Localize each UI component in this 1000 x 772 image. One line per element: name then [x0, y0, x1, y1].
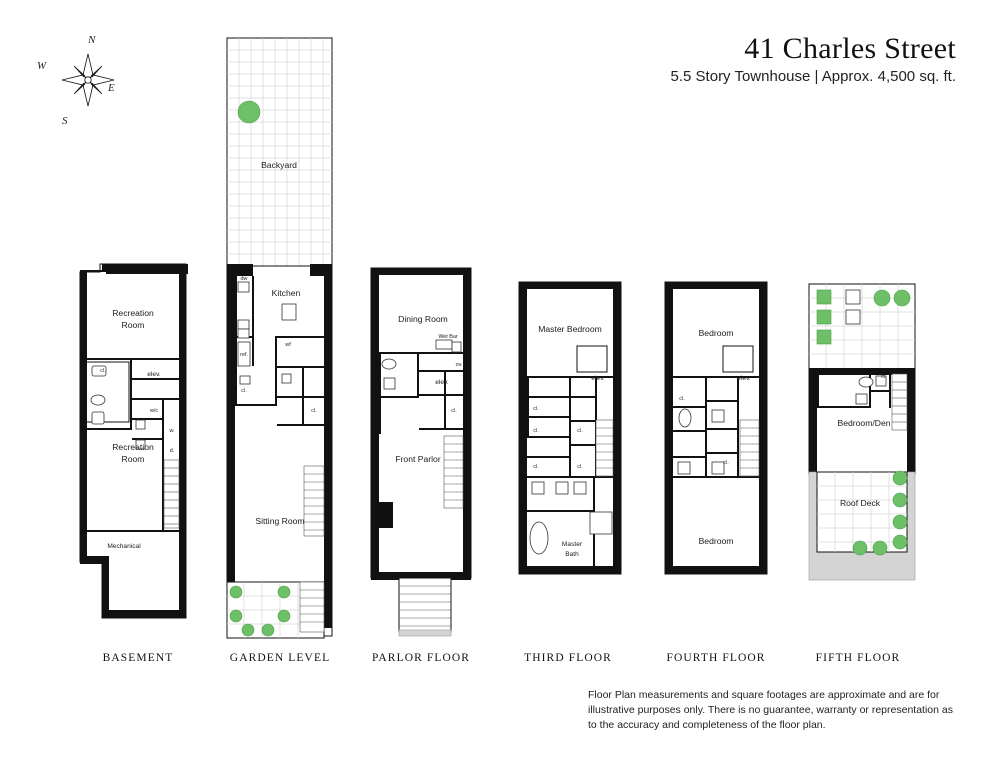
- floor-plan-parlor: [366, 266, 476, 644]
- floor-plan-fifth: [804, 282, 920, 582]
- room-label-cl-g1: cl.: [241, 388, 247, 394]
- room-label-dw: dw: [240, 276, 248, 282]
- room-label-cl-p: cl.: [451, 408, 457, 414]
- caption-garden-level: GARDEN LEVEL: [229, 652, 331, 664]
- caption-fourth-floor: FOURTH FLOOR: [666, 652, 766, 664]
- room-label-master-bedroom: Master Bedroom: [538, 324, 602, 334]
- room-label-wf: wf: [285, 342, 291, 348]
- room-label-cl-3e: cl.: [577, 464, 583, 470]
- room-label-bedroom-front: Bedroom: [698, 328, 734, 338]
- room-label-kitchen: Kitchen: [271, 288, 301, 298]
- compass-label-south: S: [62, 115, 68, 127]
- shrub-icon: [230, 586, 242, 598]
- room-label-wet-bar: Wet Bar: [438, 334, 458, 340]
- room-label-cl-3c: cl.: [533, 464, 539, 470]
- floor-plan-fourth: [660, 280, 772, 580]
- room-label-elev-p: elev.: [435, 379, 449, 386]
- shrub-icon: [278, 610, 290, 622]
- room-label-dining-room: Dining Room: [398, 314, 448, 324]
- floor-plan-garden-level: [222, 36, 337, 644]
- page-title: 41 Charles Street: [744, 32, 956, 65]
- room-label-recreation-room-2: Recreation: [112, 442, 154, 452]
- room-label-elev-b: elev.: [147, 371, 161, 378]
- page-subtitle: 5.5 Story Townhouse | Approx. 4,500 sq. ft.: [670, 68, 956, 85]
- caption-third-floor: THIRD FLOOR: [524, 652, 612, 664]
- compass-label-north: N: [88, 34, 96, 46]
- shrub-icon: [278, 586, 290, 598]
- room-label-cl-g2: cl.: [311, 408, 317, 414]
- room-label-w-b: w.: [169, 428, 175, 434]
- shrub-icon: [242, 624, 254, 636]
- room-label-sitting-room: Sitting Room: [255, 516, 305, 526]
- room-label-elev-4: elev.: [737, 375, 751, 382]
- compass-rose: [36, 30, 146, 130]
- room-label-cl-3d: cl.: [577, 428, 583, 434]
- room-label-cl-3b: cl.: [533, 428, 539, 434]
- caption-parlor-floor: PARLOR FLOOR: [371, 652, 471, 664]
- room-label-roof-deck: Roof Deck: [839, 498, 881, 508]
- room-label-d-b: d.: [169, 448, 175, 454]
- room-label-front-parlor: Front Parlor: [395, 454, 441, 464]
- shrub-icon: [262, 624, 274, 636]
- room-label-cl-4b: cl.: [723, 460, 729, 466]
- room-label-cl-4a: cl.: [679, 396, 685, 402]
- room-label-wic-b: w/c: [149, 408, 159, 414]
- room-label-recreation-room-1b: Room: [121, 320, 145, 330]
- disclaimer-text: Floor Plan measurements and square footages are approximate and are for illustrative purposes only. There is no guarantee, warranty or representation as to the accuracy and completeness of the floor plan.: [588, 689, 953, 731]
- compass-label-east: E: [108, 82, 115, 94]
- room-label-cl-5: cl.: [881, 374, 887, 380]
- caption-fifth-floor: FIFTH FLOOR: [815, 652, 901, 664]
- room-label-recreation-room-2b: Room: [121, 454, 145, 464]
- floor-plan-basement: [78, 262, 198, 622]
- caption-basement: BASEMENT: [102, 652, 174, 664]
- room-label-master-bath: Master: [561, 541, 583, 548]
- room-label-recreation-room-1: Recreation: [112, 308, 154, 318]
- tree-icon: [238, 101, 260, 123]
- room-label-bedroom-rear: Bedroom: [698, 536, 734, 546]
- room-label-backyard: Backyard: [261, 160, 297, 170]
- shrub-icon: [230, 610, 242, 622]
- room-label-ov: ov.: [455, 362, 463, 368]
- room-label-bedroom-den: Bedroom/Den: [837, 418, 891, 428]
- floor-plan-third: [514, 280, 626, 580]
- room-label-ref: ref.: [240, 352, 248, 358]
- room-label-mechanical: Mechanical: [107, 543, 141, 550]
- compass-label-west: W: [37, 60, 47, 72]
- room-label-master-bath-2: Bath: [565, 551, 579, 558]
- room-label-cl-b1: cl.: [100, 368, 106, 374]
- room-label-elev-3: elev.: [591, 375, 605, 382]
- room-label-cl-3a: cl.: [533, 406, 539, 412]
